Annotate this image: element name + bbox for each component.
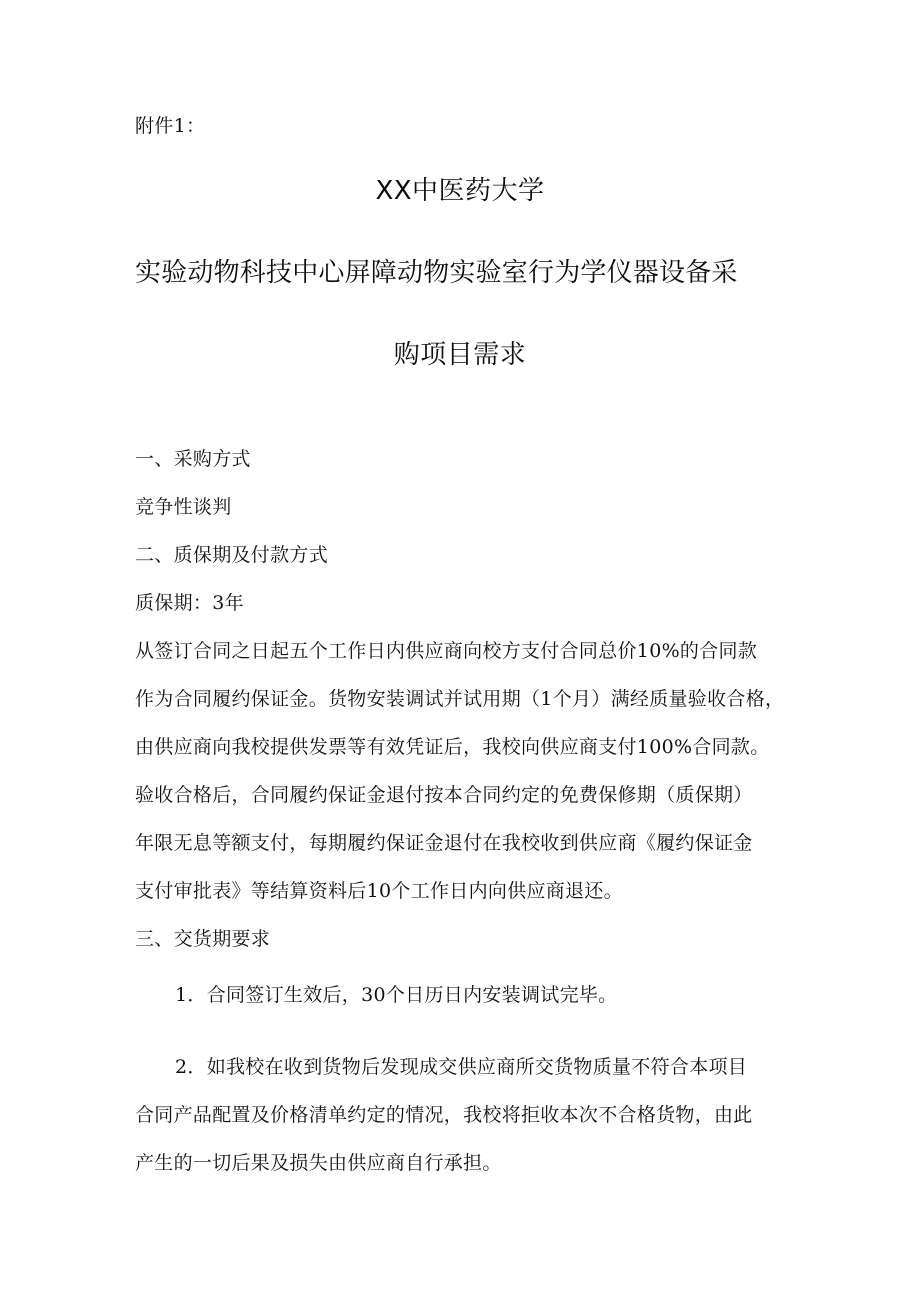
section-2-heading: 二、质保期及付款方式: [135, 544, 329, 566]
delivery-item-2-line: 产生的一切后果及损失由供应商自行承担。: [135, 1152, 502, 1174]
payment-paragraph-line: 作为合同履约保证金。货物安装调试并试用期（1个月）满经质量验收合格，: [135, 688, 785, 710]
payment-paragraph-line: 从签订合同之日起五个工作日内供应商向校方支付合同总价10%的合同款: [135, 640, 758, 662]
payment-paragraph-line: 由供应商向我校提供发票等有效凭证后，我校向供应商支付100%合同款。: [135, 736, 770, 758]
payment-paragraph-line: 验收合格后，合同履约保证金退付按本合同约定的免费保修期（质保期）: [135, 784, 753, 806]
attachment-label: 附件1：: [135, 115, 206, 137]
delivery-item-2-line: 合同产品配置及价格清单约定的情况，我校将拒收本次不合格货物，由此: [135, 1104, 753, 1126]
section-1-heading: 一、采购方式: [135, 448, 251, 470]
section-3-heading: 三、交货期要求: [135, 928, 271, 950]
section-2-warranty: 质保期：3年: [135, 592, 244, 614]
section-1-body: 竞争性谈判: [135, 496, 232, 518]
doc-title-line-3: 购项目需求: [393, 340, 527, 370]
doc-title-line-2: 实验动物科技中心屏障动物实验室行为学仪器设备采: [135, 258, 738, 288]
delivery-item-1: 1．合同签订生效后，30个日历日内安装调试完毕。: [175, 984, 618, 1006]
payment-paragraph-line: 年限无息等额支付，每期履约保证金退付在我校收到供应商《履约保证金: [135, 832, 753, 854]
delivery-item-2-line: 2．如我校在收到货物后发现成交供应商所交货物质量不符合本项目: [175, 1056, 748, 1078]
doc-title-university: XX中医药大学: [375, 176, 545, 206]
payment-paragraph-line: 支付审批表》等结算资料后10个工作日内向供应商退还。: [135, 880, 623, 902]
